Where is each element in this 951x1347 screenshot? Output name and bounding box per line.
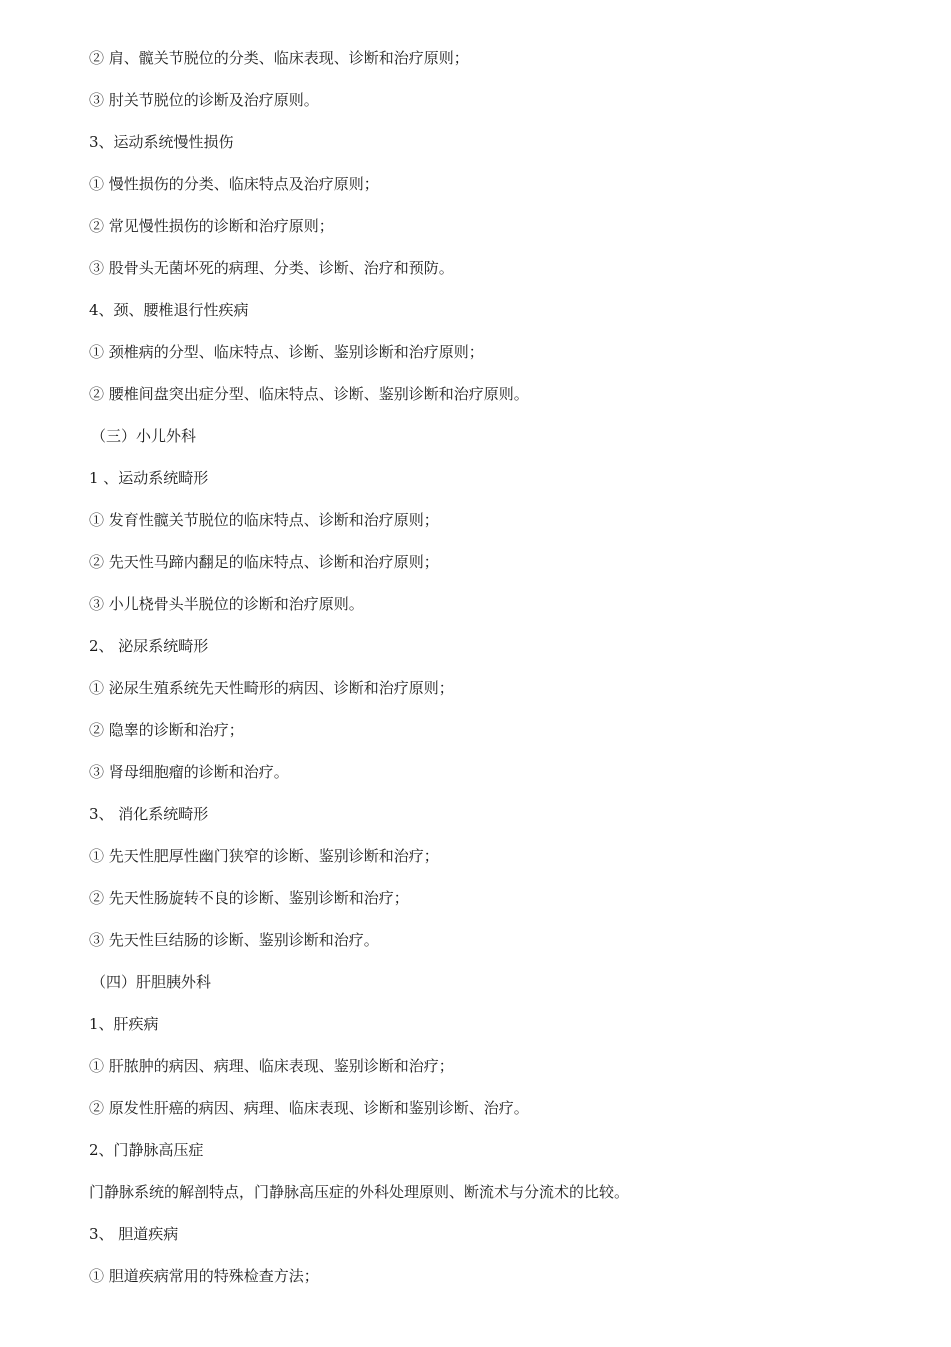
list-item: ① 肝脓肿的病因、病理、临床表现、鉴别诊断和治疗； (89, 1057, 454, 1075)
chapter-heading: （三）小儿外科 (91, 427, 197, 445)
section-heading: 2、 泌尿系统畸形 (89, 637, 209, 655)
list-item: ② 腰椎间盘突出症分型、临床特点、诊断、鉴别诊断和治疗原则。 (89, 385, 529, 403)
list-item: ① 泌尿生殖系统先天性畸形的病因、诊断和治疗原则； (89, 679, 454, 697)
list-item: ① 胆道疾病常用的特殊检查方法； (89, 1267, 319, 1285)
section-heading: 2、门静脉高压症 (89, 1141, 204, 1159)
paragraph: 门静脉系统的解剖特点，门静脉高压症的外科处理原则、断流术与分流术的比较。 (89, 1183, 630, 1201)
list-item: ② 隐睾的诊断和治疗； (89, 721, 244, 739)
section-heading: 4、颈、腰椎退行性疾病 (89, 301, 249, 319)
chapter-heading: （四）肝胆胰外科 (91, 973, 212, 991)
list-item: ① 先天性肥厚性幽门狭窄的诊断、鉴别诊断和治疗； (89, 847, 439, 865)
section-heading: 1、肝疾病 (89, 1015, 159, 1033)
list-item: ① 慢性损伤的分类、临床特点及治疗原则； (89, 175, 379, 193)
list-item: ③ 先天性巨结肠的诊断、鉴别诊断和治疗。 (89, 931, 379, 949)
list-item: ① 发育性髋关节脱位的临床特点、诊断和治疗原则； (89, 511, 439, 529)
list-item: ① 颈椎病的分型、临床特点、诊断、鉴别诊断和治疗原则； (89, 343, 484, 361)
section-heading: 3、运动系统慢性损伤 (89, 133, 234, 151)
list-item: ② 先天性马蹄内翻足的临床特点、诊断和治疗原则； (89, 553, 439, 571)
list-item: ③ 小儿桡骨头半脱位的诊断和治疗原则。 (89, 595, 364, 613)
list-item: ③ 股骨头无菌坏死的病理、分类、诊断、治疗和预防。 (89, 259, 454, 277)
section-heading: 1 、运动系统畸形 (89, 469, 209, 487)
list-item: ② 原发性肝癌的病因、病理、临床表现、诊断和鉴别诊断、治疗。 (89, 1099, 529, 1117)
list-item: ③ 肾母细胞瘤的诊断和治疗。 (89, 763, 289, 781)
list-item: ② 常见慢性损伤的诊断和治疗原则； (89, 217, 334, 235)
list-item: ② 先天性肠旋转不良的诊断、鉴别诊断和治疗； (89, 889, 409, 907)
section-heading: 3、 消化系统畸形 (89, 805, 209, 823)
list-item: ③ 肘关节脱位的诊断及治疗原则。 (89, 91, 319, 109)
section-heading: 3、 胆道疾病 (89, 1225, 179, 1243)
list-item: ② 肩、髋关节脱位的分类、临床表现、诊断和治疗原则； (89, 49, 469, 67)
